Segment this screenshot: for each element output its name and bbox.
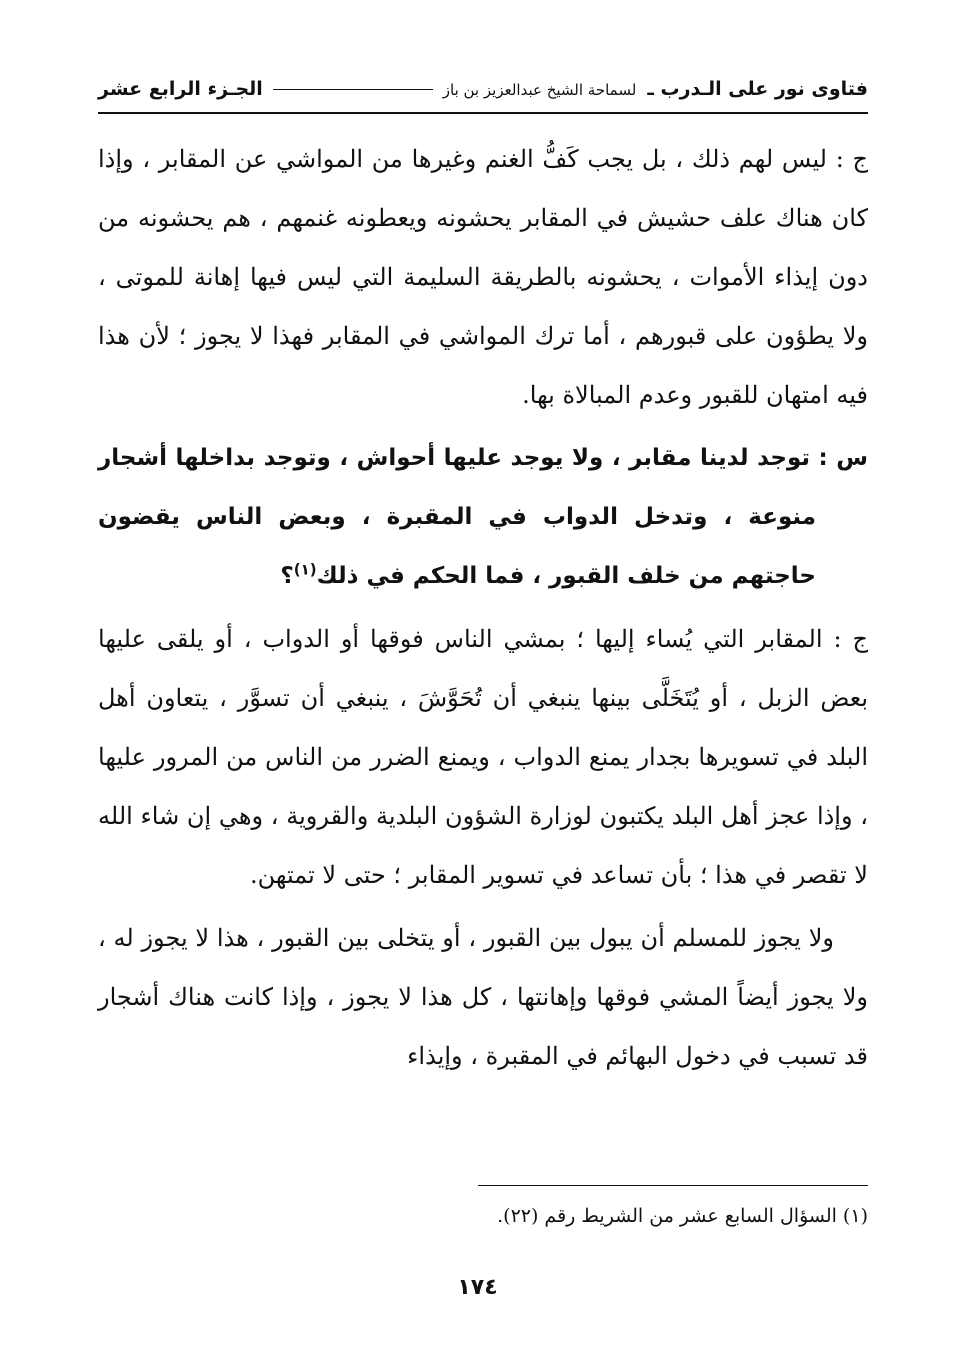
answer-paragraph-2: ج : المقابر التي يُساء إليها ؛ بمشي الناس فوقها أو الدواب ، أو يلقى عليها بعض الزبل ، أو يُتَخَلَّى بينها ينبغي أن تُحَوَّشَ ، ينبغي أن تسوَّر ، يتعاون أهل البلد في تسويرها بجدار يمنع الدواب ، ويمنع الضرر من الناس من المرور عليها ، وإذا عجز أهل البلد يكتبون لوزارة الشؤون البلدية والقروية ، وهي إن شاء الله لا تقصر في هذا ؛ بأن تساعد في تسوير المقابر ؛ حتى لا تمتهن. [98,625,868,889]
question-paragraph [98,429,868,606]
main-text [98,130,868,1086]
header-rule [98,112,868,114]
question-text: س : توجد لدينا مقابر ، ولا يوجد عليها أحواش ، وتوجد بداخلها أشجار منوعة ، وتدخل الدواب في المقبرة ، وبعض الناس يقضون حاجتهم من خلف القبور ، فما الحكم في ذلك [98,445,868,589]
page-number: ١٧٤ [457,1275,498,1300]
question-mark: ؟ [280,563,294,589]
answer-paragraph-1: ج : ليس لهم ذلك ، بل يجب كَفُّ الغنم وغيرها من المواشي عن المقابر ، وإذا كان هناك علف حشيش في المقابر يحشونه ويعطونه غنمهم ، هم يحشونه من دون إيذاء الأموات ، يحشونه بالطريقة السليمة التي ليس فيها إهانة للموتى ، ولا يطؤون على قبورهم ، أما ترك المواشي في المقابر فهذا لا يجوز ؛ لأن هذا فيه امتهان للقبور وعدم المبالاة بها. [98,145,868,409]
continuation-paragraph: ولا يجوز للمسلم أن يبول بين القبور ، أو يتخلى بين القبور ، هذا لا يجوز له ، ولا يجوز أيضاً المشي فوقها وإهانتها ، كل هذا لا يجوز ، وإذا كانت هناك أشجار قد تسبب في دخول البهائم في المقبرة ، وإيذاء [98,924,868,1070]
running-header [98,72,868,106]
volume-title: الجـزء الرابع عشر [98,78,263,100]
footnote: (١) السؤال السابع عشر من الشريط رقم (٢٢). [497,1205,868,1227]
series-title: فتاوى نور على الـدرب ـ [647,78,868,100]
footnote-rule [478,1185,868,1186]
header-title-group [443,78,868,100]
footnote-marker: (١) [293,560,317,579]
author-name: لسماحة الشيخ عبدالعزيز بن باز [442,81,637,99]
header-dash-line [273,89,433,90]
